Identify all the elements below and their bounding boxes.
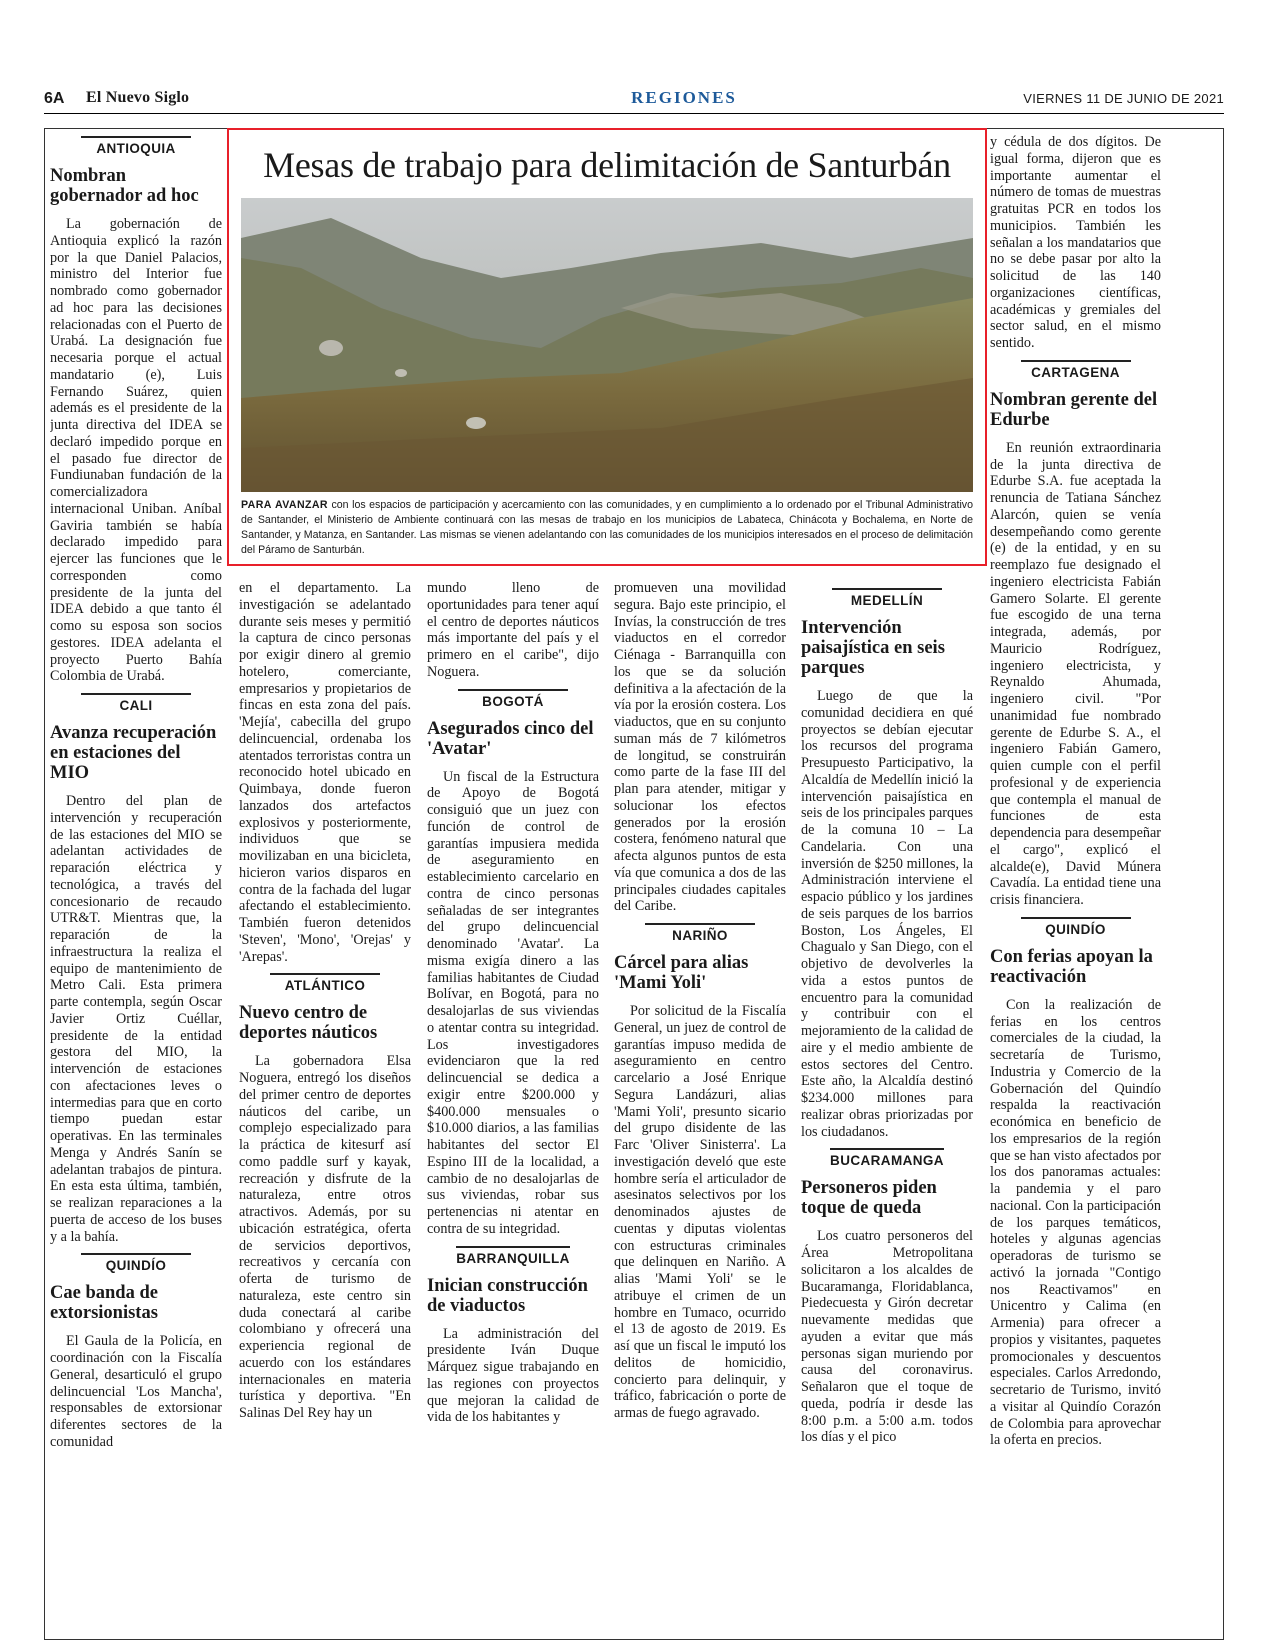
region-tag-barranquilla: BARRANQUILLA	[427, 1246, 599, 1266]
headline-barranquilla: Inician construcción de viaductos	[427, 1275, 588, 1316]
issue-date: VIERNES 11 DE JUNIO DE 2021	[1023, 91, 1224, 106]
region-tag-cali: CALI	[50, 693, 222, 713]
header-rule	[44, 113, 1224, 114]
article-body-quindio-1: El Gaula de la Policía, en coordinación con la Fiscalía General, desarticuló el grupo delincuencial 'Los Mancha', responsables de extorsionar diferentes sectores de la comunidad	[50, 1333, 222, 1450]
page-header	[44, 86, 1224, 114]
article-body-barranquilla-continued: promueven una movilidad segura. Bajo este principio, el Invías, la construcción de tres viaductos en el corredor Ciénaga - Barranquilla con los que se da solución definitiva a la afectación de la vía por la erosión costera. Los viaductos, que en su conjunto suman más de 7 kilómetros de longitud, se construirán como parte de la fase III del plan para atender, mitigar y solucionar los efectos generados por la erosión costera, fenómeno natural que afecta algunos puntos de esta vía que comunica a dos de las principales ciudades capitales del Caribe.	[614, 580, 786, 915]
region-tag-quindio-1: QUINDÍO	[50, 1253, 222, 1273]
region-tag-atlantico: ATLÁNTICO	[239, 973, 411, 993]
column-2	[239, 580, 411, 1636]
article-body-bucaramanga: Los cuatro personeros del Área Metropolitana solicitaron a los alcaldes de Bucaramanga, Floridablanca, Piedecuesta y Girón decretar nuevamente medidas que ayuden a evitar que más personas sigan muriendo por causa del coronavirus. Señalaron que el toque de queda, podría ir desde las 8:00 p.m. a 5:00 a.m. todos los días y el pico	[801, 1228, 973, 1446]
column-5	[801, 580, 973, 1636]
page-number: 6A	[44, 90, 65, 107]
region-tag-antioquia: ANTIOQUIA	[50, 136, 222, 156]
headline-cali: Avanza recuperación en estaciones del MIO	[50, 723, 217, 783]
headline-antioquia: Nombran gobernador ad hoc	[50, 166, 199, 206]
headline-narino: Cárcel para alias 'Mami Yoli'	[614, 953, 749, 993]
article-body-antioquia: La gobernación de Antioquia explicó la razón por la que Daniel Palacios, ministro del Interior fue nombrado como gobernador ad hoc para las decisiones relacionadas con el Puerto de Urabá. La designación fue necesaria porque el actual mandatario (e), Luis Fernando Suárez, quien además es el presidente de la junta directiva del IDEA se declaró impedido porque en el pasado fue director de Fundiunaban fundación de la comercializadora internacional Uniban. Aníbal Gaviria también se había declarado impedido para ejercer las funciones que le corresponden como presidente de la junta del IDEA debido a que tanto él como su esposa son socios gestores. IDEA adelanta el proyecto Puerto Bahía Colombia de Urabá.	[50, 216, 222, 685]
article-body-atlantico-continued: mundo lleno de oportunidades para tener aquí el centro de deportes náuticos más importante del país y el primero en el caribe", dijo Noguera.	[427, 580, 599, 680]
article-body-bogota: Un fiscal de la Estructura de Apoyo de Bogotá consiguió que un juez con función de control de garantías impusiera medida de aseguramiento en establecimiento carcelario en contra de cinco personas señaladas de ser integrantes del grupo delincuencial denominado 'Avatar'. La misma exigía dinero a las familias habitantes de Ciudad Bolívar, en Bogotá, para no desalojarlas de sus viviendas o atentar contra su integridad. Los investigadores evidenciaron que la red delincuencial se dedica a exigir entre $200.000 y $400.000 mensuales o $10.000 diarios, a las familias habitantes del sector El Espino III de la localidad, a cambio de no desalojarlas de sus viviendas, robar sus pertenencias ni atentar en contra de su integridad.	[427, 768, 599, 1237]
feature-story	[227, 128, 987, 566]
region-tag-quindio-2: QUINDÍO	[990, 917, 1161, 937]
column-1	[50, 128, 222, 1636]
photo-caption: PARA AVANZAR con los espacios de participación y acercamiento con las comunidades, y en cumplimiento a lo ordenado por el Tribunal Administrativo de Santander, el Ministerio de Ambiente continuará con las mesas de trabajo en los municipios de Labateca, Chinácota y Bochalema, en Norte de Santander, y Matanza, en Santander. Las mismas se vienen adelantando con las comunidades de los municipios interesados en el proceso de delimitación del Páramo de Santurbán.	[241, 499, 973, 556]
column-3	[427, 580, 599, 1636]
article-body-atlantico: La gobernadora Elsa Noguera, entregó los diseños del primer centro de deportes náuticos del caribe, un complejo especializado para la práctica de kitesurf así como paddle surf y kayak, recreación y disfrute de la naturaleza, entre otros atractivos. Además, por su ubicación estratégica, oferta de servicios deportivos, recreativos y cercanía con oferta de turismo de naturaleza, este centro sin duda conectará al caribe colombiano y ofrecerá una experiencia regional de acuerdo con los estándares internacionales en materia turística y deportiva. "En Salinas Del Rey hay un	[239, 1053, 411, 1421]
article-body-barranquilla: La administración del presidente Iván Duque Márquez sigue trabajando en las regiones con proyectos que mejoran la calidad de vida de los habitantes y	[427, 1325, 599, 1426]
column-6	[990, 134, 1161, 1634]
headline-quindio-1: Cae banda de extorsionistas	[50, 1283, 158, 1324]
article-body-cartagena: En reunión extraordinaria de la junta directiva de Edurbe S.A. fue aceptada la renuncia de Tatiana Sánchez Alarcón, quien se venía desempeñando como gerente (e) de la entidad, y en su reemplazo fue designado el ingeniero electricista Fabián Gamero Solarte. El gerente fue escogido de una terna integrada, además, por Mauricio Rodríguez, ingeniero electricista, y Reynaldo Ahumada, ingeniero civil. "Por unanimidad fue nombrado gerente de Edurbe S. A., el ingeniero Fabián Gamero, quien cumple con el perfil profesional y de experiencia que contempla el manual de funciones de esta dependencia para desempeñar el cargo", explicó el alcalde(e), David Múnera Cavadía. La entidad tiene una crisis financiera.	[990, 439, 1161, 908]
region-tag-cartagena: CARTAGENA	[990, 360, 1161, 380]
article-body-quindio-1-continued: en el departamento. La investigación se adelantado durante seis meses y permitió la captura de cinco personas por exigir dinero al gremio hotelero, comerciante, empresarios y propietarios de fincas en esta zona del país. 'Mejía', cabecilla del grupo delincuencial, ordenaba los atentados terroristas contra un reconocido hotel ubicado en Quimbaya, donde fueron lanzados dos artefactos explosivos y posteriormente, individuos que se movilizaban en una bicicleta, hicieron varios disparos en contra de la fachada del lugar afectando el establecimiento. También fueron detenidos 'Steven', 'Mono', 'Orejas' y 'Arepas'.	[239, 580, 411, 965]
headline-quindio-2: Con ferias apoyan la reactivación	[990, 946, 1153, 987]
article-body-medellin: Luego de que la comunidad decidiera en qué proyectos se debían ejecutar los recursos del programa Presupuesto Participativo, la Alcaldía de Medellín inició la intervención paisajística en seis de los principales parques de la comuna 10 – La Candelaria. Con una inversión de $250 millones, la Administración interviene el espacio público y los jardines de seis parques de los barrios Boston, Los Ángeles, El Chagualo y San Diego, con el objetivo de devolverles la vida a estos puntos de encuentro para la comunidad y contribuir con el mejoramiento de la calidad de aire y el medio ambiente de estos sectores del Centro. Este año, la Alcaldía destinó $234.000 millones para realizar obras priorizadas por los ciudadanos.	[801, 688, 973, 1140]
column-4	[614, 580, 786, 1636]
section-title: REGIONES	[631, 88, 737, 107]
headline-atlantico: Nuevo centro de deportes náuticos	[239, 1003, 378, 1044]
article-body-quindio-2: Con la realización de ferias en los centros comerciales de la ciudad, la secretaría de Turismo, Industria y Comercio de la Gobernación del Quindío respalda la reactivación económica en beneficio de los empresarios de la región que se han visto afectados por los dos panoramas actuales: la pandemia y el paro nacional. Con la participación de los parques temáticos, hoteles y algunas agencias operadoras de turismo se activó la jornada "Contigo nos Reactivamos" en Unicentro y Calima (en Armenia) para ofrecer a propios y visitantes, paquetes promocionales y descuentos especiales. Carlos Arredondo, secretario de Turismo, invitó a visitar al Quindío Corazón de Colombia para aprovechar la oferta en precios.	[990, 996, 1161, 1449]
region-tag-narino: NARIÑO	[614, 923, 786, 943]
region-tag-bucaramanga: BUCARAMANGA	[801, 1148, 973, 1168]
headline-bogota: Asegurados cinco del 'Avatar'	[427, 718, 594, 759]
article-body-cali: Dentro del plan de intervención y recuperación de las estaciones del MIO se adelantan actividades de reparación eléctrica y tecnológica, a través del concesionario de recaudo UTR&T. Mientras que, la reparación de la infraestructura la realiza el equipo de mantenimiento de Metro Cali. Esta primera parte contempla, según Oscar Javier Ortiz Cuéllar, presidente de la entidad gestora del MIO, la intervención de estaciones con afectaciones leves o intermedias para que en corto tiempo puedan estar operativas. En las terminales Menga y Andrés Sanín se adelantan trabajos de pintura. En esta esta última, también, se realizan reparaciones a la puerta de acceso de los buses y a la bahía.	[50, 793, 222, 1245]
headline-cartagena: Nombran gerente del Edurbe	[990, 389, 1158, 430]
region-tag-medellin: MEDELLÍN	[801, 588, 973, 608]
region-tag-bogota: BOGOTÁ	[427, 689, 599, 709]
article-body-bucaramanga-continued: y cédula de dos dígitos. De igual forma, dijeron que es importante aumentar el número de tomas de muestras gratuitas PCR en todos los municipios. También les señalan a los mandatarios que no se debe pasar por alto la solicitud de las 140 organizaciones científicas, académicas y gremiales del sector salud, en el mismo sentido.	[990, 134, 1161, 351]
newspaper-logo: El Nuevo Siglo	[86, 89, 190, 106]
headline-bucaramanga: Personeros piden toque de queda	[801, 1178, 937, 1219]
article-body-narino: Por solicitud de la Fiscalía General, un juez de control de garantías impuso medida de aseguramiento en centro carcelario a José Enrique Segura Landázuri, alias 'Mami Yoli', presunto sicario del grupo disidente de las Farc 'Oliver Sinisterra'. La investigación develó que este hombre sería el articulador de asesinatos selectivos por los denominados ajustes de cuentas y diputas violentas con estructuras criminales que delinquen en Nariño. A alias 'Mami Yoli' se le atribuye el crimen de un hombre en Tumaco, ocurrido el 13 de agosto de 2019. Es así que un fiscal le imputó los delitos de homicidio, concierto para delinquir, y tráfico, fabricación o porte de armas de fuego agravado.	[614, 1003, 786, 1421]
santurban-landscape-photo	[241, 198, 973, 492]
feature-headline: Mesas de trabajo para delimitación de Santurbán	[263, 145, 951, 185]
headline-medellin: Intervención paisajística en seis parques	[801, 618, 945, 678]
